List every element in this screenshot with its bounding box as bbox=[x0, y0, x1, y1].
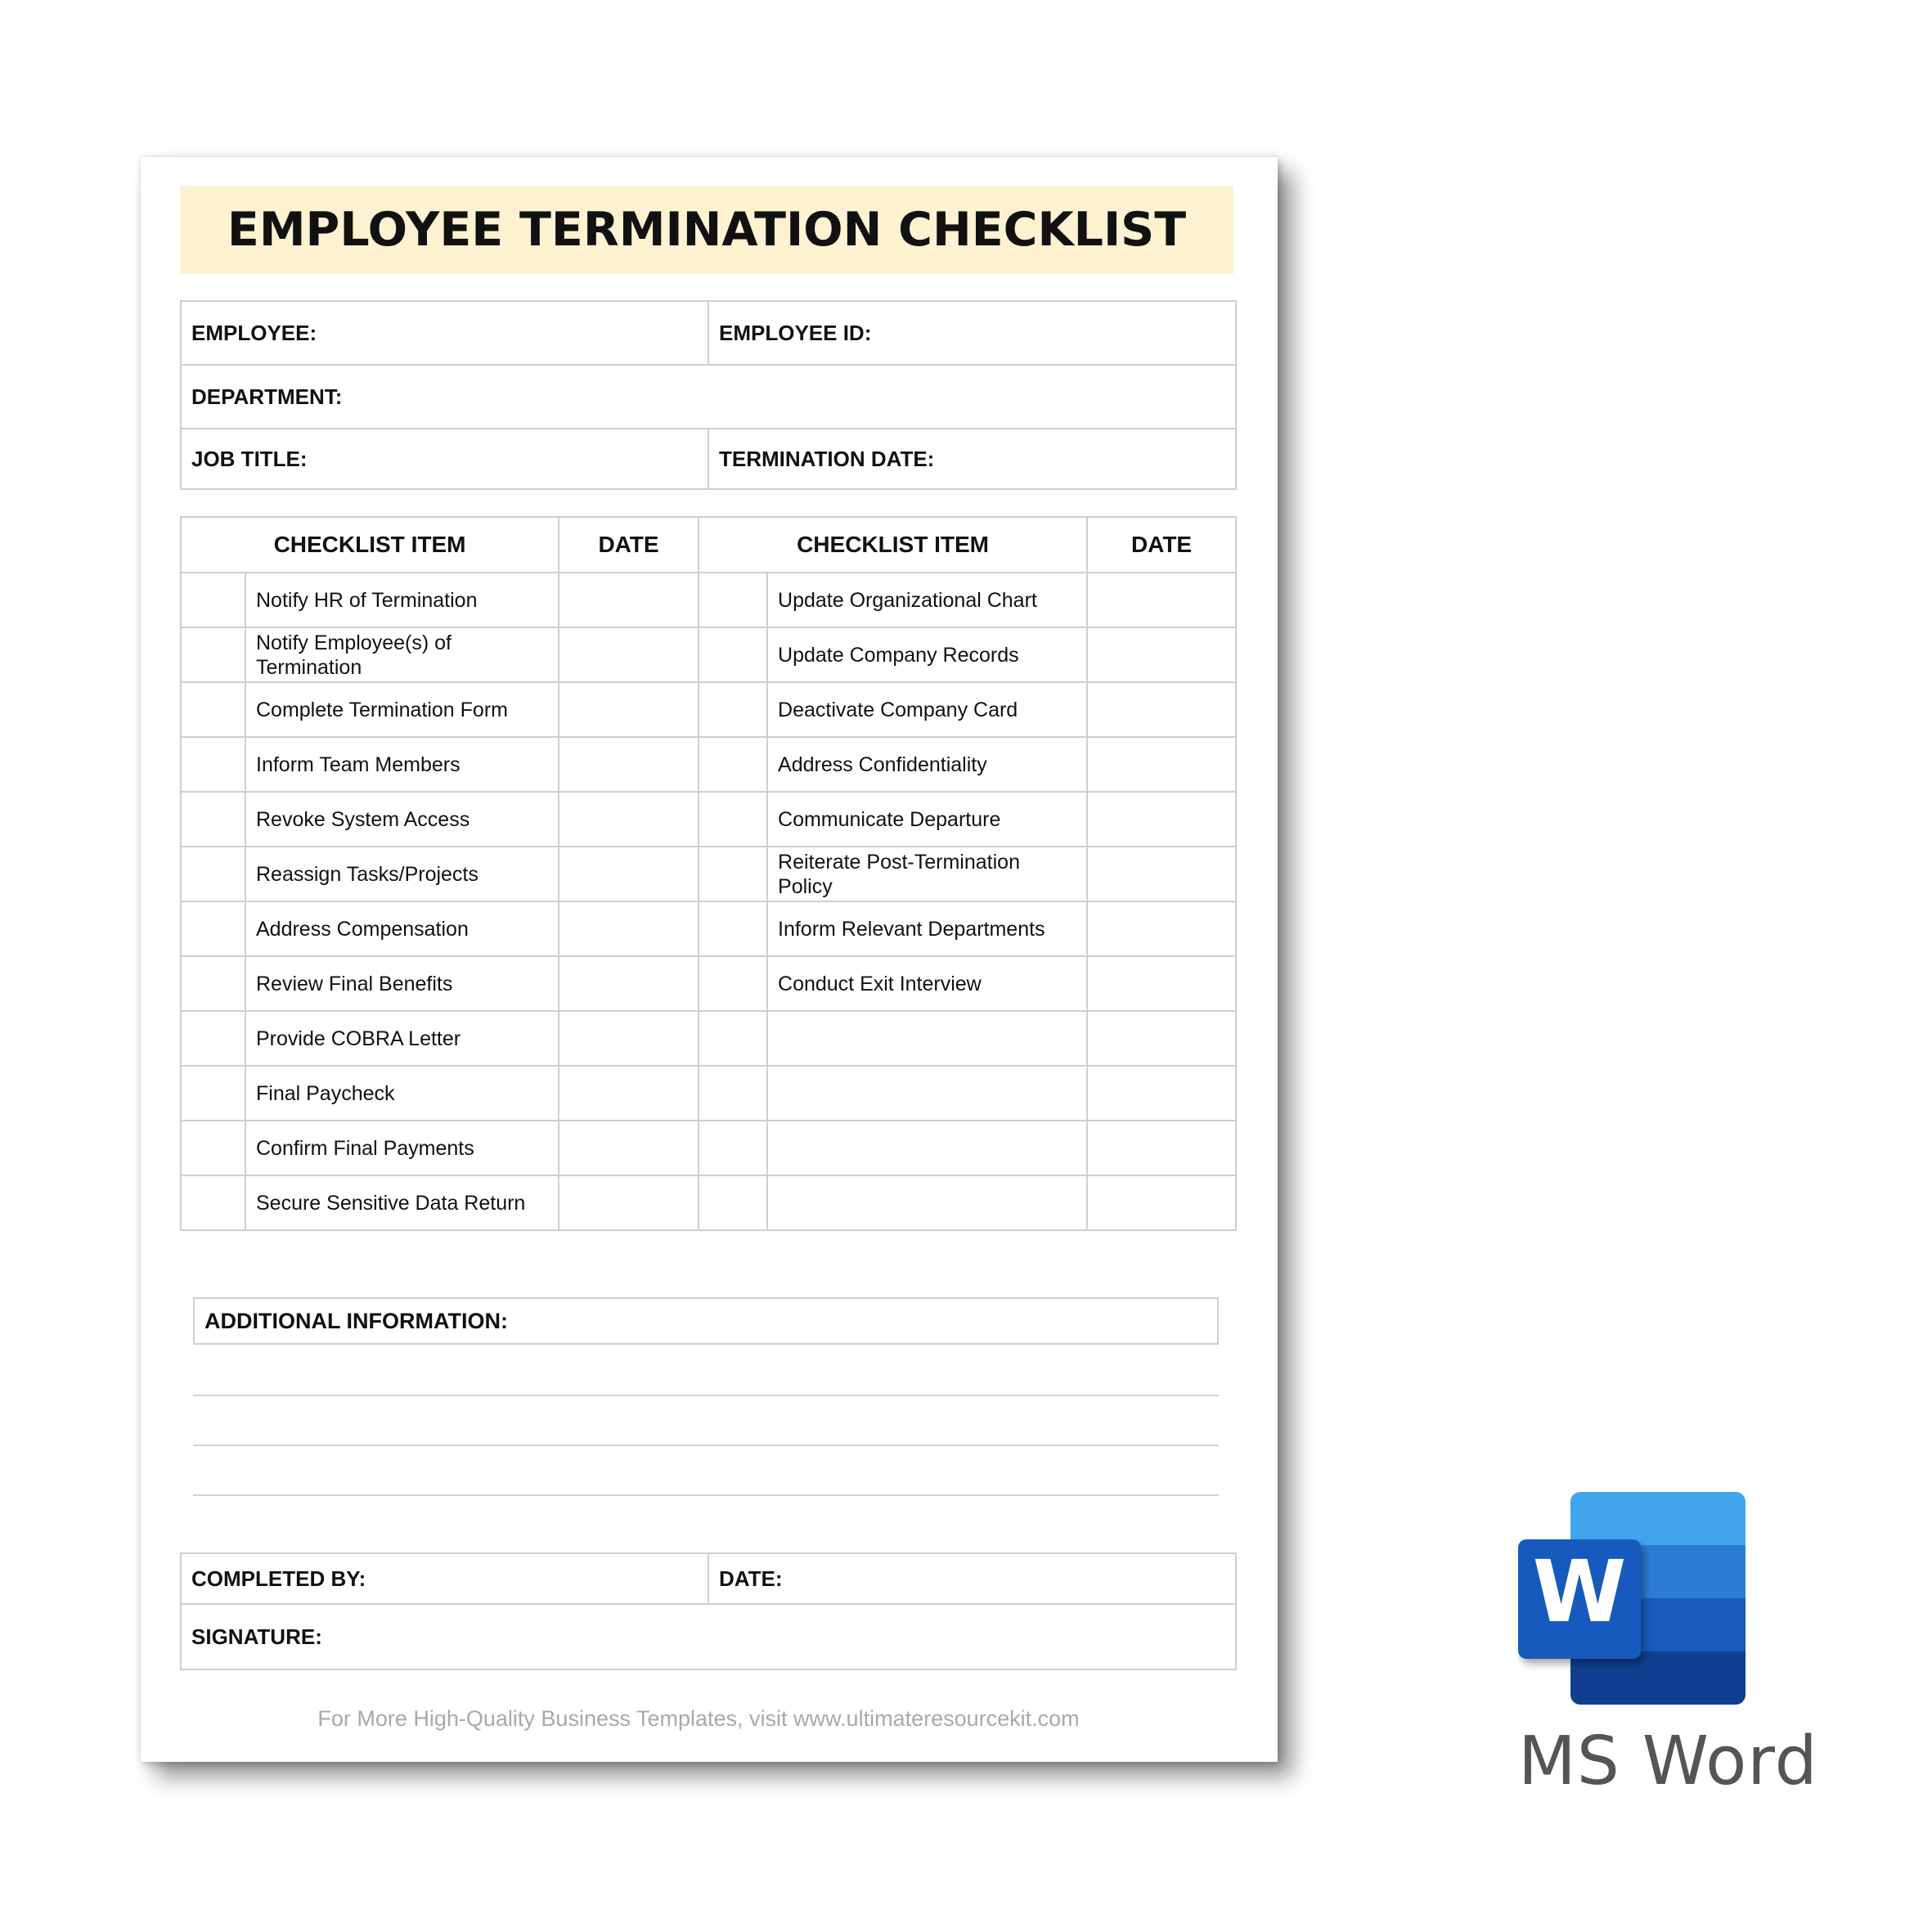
checklist-row bbox=[181, 682, 1236, 737]
date-cell[interactable] bbox=[1087, 737, 1236, 792]
date-cell[interactable] bbox=[1087, 1011, 1236, 1066]
date-cell[interactable] bbox=[559, 1066, 699, 1121]
employee-info-table bbox=[180, 300, 1237, 490]
signature-field[interactable]: SIGNATURE: bbox=[181, 1604, 1236, 1669]
checklist-item-text: Update Company Records bbox=[767, 627, 1087, 682]
date-cell[interactable] bbox=[559, 1175, 699, 1230]
checkbox-cell[interactable] bbox=[699, 1066, 767, 1121]
date-cell[interactable] bbox=[1087, 627, 1236, 682]
checklist-row bbox=[181, 1066, 1236, 1121]
checkbox-cell[interactable] bbox=[699, 901, 767, 956]
checklist-row bbox=[181, 956, 1236, 1011]
date-cell[interactable] bbox=[559, 792, 699, 847]
checklist-item-text: Inform Team Members bbox=[245, 737, 559, 792]
date-cell[interactable] bbox=[559, 1121, 699, 1175]
date-cell[interactable] bbox=[1087, 1121, 1236, 1175]
checklist-item-text: Notify HR of Termination bbox=[245, 573, 559, 627]
checkbox-cell[interactable] bbox=[181, 1121, 245, 1175]
checkbox-cell[interactable] bbox=[699, 956, 767, 1011]
checklist-item-text: Reassign Tasks/Projects bbox=[245, 847, 559, 901]
checklist-item-text: Update Organizational Chart bbox=[767, 573, 1087, 627]
sign-off-table bbox=[180, 1552, 1237, 1670]
checklist-item-text: Conduct Exit Interview bbox=[767, 956, 1087, 1011]
checklist-row bbox=[181, 1121, 1236, 1175]
completed-by-field[interactable]: COMPLETED BY: bbox=[181, 1553, 708, 1604]
checklist-row bbox=[181, 627, 1236, 682]
word-letter: W bbox=[1532, 1542, 1627, 1642]
checklist-row bbox=[181, 1175, 1236, 1230]
document-page bbox=[141, 157, 1278, 1762]
date-header: DATE bbox=[1087, 517, 1236, 573]
title-banner bbox=[180, 186, 1233, 274]
checkbox-cell[interactable] bbox=[699, 792, 767, 847]
checklist-item-text: Reiterate Post-Termination Policy bbox=[767, 847, 1087, 901]
ms-word-caption: MS Word bbox=[1518, 1723, 1818, 1800]
checklist-item-text bbox=[767, 1011, 1087, 1066]
checklist-row bbox=[181, 792, 1236, 847]
date-cell[interactable] bbox=[1087, 847, 1236, 901]
checklist-item-text: Deactivate Company Card bbox=[767, 682, 1087, 737]
checkbox-cell[interactable] bbox=[181, 792, 245, 847]
checkbox-cell[interactable] bbox=[181, 737, 245, 792]
date-cell[interactable] bbox=[559, 682, 699, 737]
checklist-item-text: Notify Employee(s) of Termination bbox=[245, 627, 559, 682]
checklist-row bbox=[181, 737, 1236, 792]
checkbox-cell[interactable] bbox=[181, 901, 245, 956]
checklist-item-header: CHECKLIST ITEM bbox=[699, 517, 1087, 573]
date-cell[interactable] bbox=[559, 1011, 699, 1066]
writing-line[interactable] bbox=[193, 1395, 1219, 1396]
checkbox-cell[interactable] bbox=[181, 627, 245, 682]
footer-note: For More High-Quality Business Templates, visit www.ultimateresourcekit.com bbox=[317, 1706, 1080, 1731]
checklist-item-text: Review Final Benefits bbox=[245, 956, 559, 1011]
checkbox-cell[interactable] bbox=[699, 682, 767, 737]
checkbox-cell[interactable] bbox=[699, 573, 767, 627]
checklist-item-text: Secure Sensitive Data Return bbox=[245, 1175, 559, 1230]
checklist-item-header: CHECKLIST ITEM bbox=[181, 517, 559, 573]
checkbox-cell[interactable] bbox=[181, 1175, 245, 1230]
checklist-item-text: Confirm Final Payments bbox=[245, 1121, 559, 1175]
checklist-row bbox=[181, 847, 1236, 901]
date-cell[interactable] bbox=[559, 956, 699, 1011]
date-cell[interactable] bbox=[1087, 1175, 1236, 1230]
checklist-item-text: Inform Relevant Departments bbox=[767, 901, 1087, 956]
checklist-row bbox=[181, 573, 1236, 627]
checkbox-cell[interactable] bbox=[181, 956, 245, 1011]
checkbox-cell[interactable] bbox=[181, 1066, 245, 1121]
date-cell[interactable] bbox=[559, 573, 699, 627]
checklist-item-text bbox=[767, 1175, 1087, 1230]
checklist-item-text: Revoke System Access bbox=[245, 792, 559, 847]
checklist-item-text: Complete Termination Form bbox=[245, 682, 559, 737]
document-title: EMPLOYEE TERMINATION CHECKLIST bbox=[227, 203, 1187, 257]
termination-date-field[interactable]: TERMINATION DATE: bbox=[708, 429, 1236, 489]
checklist-item-text bbox=[767, 1121, 1087, 1175]
checkbox-cell[interactable] bbox=[699, 737, 767, 792]
checklist-item-text bbox=[767, 1066, 1087, 1121]
department-field[interactable]: DEPARTMENT: bbox=[181, 365, 1236, 429]
date-cell[interactable] bbox=[1087, 956, 1236, 1011]
date-cell[interactable] bbox=[1087, 573, 1236, 627]
checklist-row bbox=[181, 1011, 1236, 1066]
sign-off-date-field[interactable]: DATE: bbox=[708, 1553, 1236, 1604]
checkbox-cell[interactable] bbox=[181, 682, 245, 737]
checklist-row bbox=[181, 901, 1236, 956]
date-cell[interactable] bbox=[559, 901, 699, 956]
checklist-item-text: Provide COBRA Letter bbox=[245, 1011, 559, 1066]
date-header: DATE bbox=[559, 517, 699, 573]
date-cell[interactable] bbox=[559, 627, 699, 682]
checkbox-cell[interactable] bbox=[181, 1011, 245, 1066]
employee-id-field[interactable]: EMPLOYEE ID: bbox=[708, 301, 1236, 365]
checklist-item-text: Communicate Departure bbox=[767, 792, 1087, 847]
date-cell[interactable] bbox=[1087, 682, 1236, 737]
checkbox-cell[interactable] bbox=[699, 1011, 767, 1066]
checklist-item-text: Address Compensation bbox=[245, 901, 559, 956]
date-cell[interactable] bbox=[559, 737, 699, 792]
checkbox-cell[interactable] bbox=[699, 1175, 767, 1230]
checkbox-cell[interactable] bbox=[699, 627, 767, 682]
job-title-field[interactable]: JOB TITLE: bbox=[181, 429, 708, 489]
checkbox-cell[interactable] bbox=[699, 847, 767, 901]
employee-field[interactable]: EMPLOYEE: bbox=[181, 301, 708, 365]
date-cell[interactable] bbox=[1087, 792, 1236, 847]
writing-line[interactable] bbox=[193, 1445, 1219, 1446]
checklist-item-text: Address Confidentiality bbox=[767, 737, 1087, 792]
date-cell[interactable] bbox=[1087, 1066, 1236, 1121]
checkbox-cell[interactable] bbox=[181, 573, 245, 627]
checkbox-cell[interactable] bbox=[699, 1121, 767, 1175]
date-cell[interactable] bbox=[1087, 901, 1236, 956]
ms-word-icon bbox=[1518, 1492, 1747, 1705]
writing-line[interactable] bbox=[193, 1494, 1219, 1496]
checklist-item-text: Final Paycheck bbox=[245, 1066, 559, 1121]
date-cell[interactable] bbox=[559, 847, 699, 901]
additional-information-label: ADDITIONAL INFORMATION: bbox=[193, 1297, 1219, 1345]
checklist-table bbox=[180, 516, 1237, 1231]
checklist-body bbox=[181, 573, 1236, 1230]
checkbox-cell[interactable] bbox=[181, 847, 245, 901]
